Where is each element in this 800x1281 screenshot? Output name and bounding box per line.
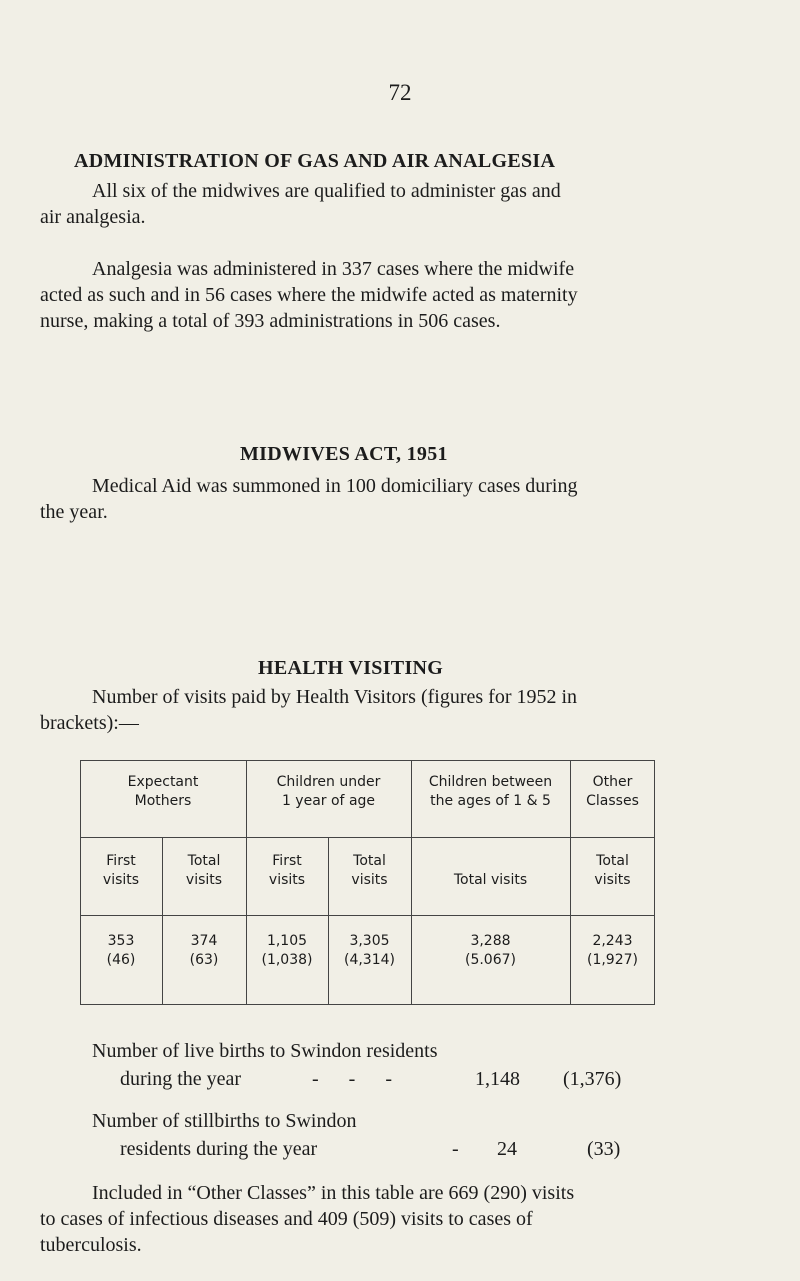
subheader-line: Total visits [453,872,528,888]
subheader-total-visits [570,852,655,890]
subheader-line: visits [102,872,140,888]
text-line: the year. [40,501,108,523]
header-line: 1 year of age [281,793,376,809]
header-line: Children between [428,774,553,790]
value-current: 1,105 [266,933,308,949]
table-bottom-rule [80,1004,655,1005]
subheader-total-visits [162,852,246,890]
text-line: to cases of infectious diseases and 409 (509) visits to cases of [40,1208,533,1230]
visits-table [80,760,655,1005]
value-current: 2,243 [592,933,633,949]
value-previous: (4,314) [343,952,395,968]
subheader-total-visits [328,852,411,890]
gas-and-air-paragraph-2 [40,256,730,334]
value-current: 3,288 [470,933,511,949]
value-current: 353 [107,933,135,949]
subheader-first-visits [246,852,328,890]
table-value-cell [162,932,246,970]
table-value-cell [80,932,162,970]
text-line: All six of the midwives are qualified to administer gas and [92,180,561,202]
text-line: Number of visits paid by Health Visitors (figures for 1952 in [92,686,578,708]
subheader-line: First [272,853,302,869]
value-previous: (63) [189,952,219,968]
header-line: Children under [276,774,381,790]
subheader-line: Total [596,853,629,869]
gas-and-air-paragraph-1 [40,178,730,230]
subheader-line: First [106,853,136,869]
stillbirths-value: 24 [497,1138,517,1160]
value-previous: (46) [106,952,136,968]
subheader-line: visits [351,872,388,888]
subheader-first-visits [80,852,162,890]
subheader-line [411,852,570,871]
table-value-cell [246,932,328,970]
subheader-total-visits [411,852,570,890]
text-line: nurse, making a total of 393 administrations in 506 cases. [40,310,501,332]
text-line: tuberculosis. [40,1234,142,1256]
value-current: 374 [190,933,218,949]
gas-and-air-heading: ADMINISTRATION OF GAS AND AIR ANALGESIA [74,150,556,172]
group-header-children-under-1 [246,773,411,811]
group-header-children-1-to-5 [411,773,570,811]
text-line: Analgesia was administered in 337 cases where the midwife [92,258,575,280]
closing-paragraph [40,1180,750,1258]
subheader-line: visits [185,872,223,888]
value-previous: (1,927) [586,952,638,968]
live-births-leader: - - - [312,1068,392,1090]
midwives-act-heading: MIDWIVES ACT, 1951 [240,443,448,465]
live-births-label-cont: during the year [120,1068,242,1090]
stillbirths-label-cont: residents during the year [120,1138,318,1160]
midwives-act-paragraph [40,473,730,525]
stillbirths-leader: - [452,1138,459,1160]
header-line: the ages of 1 & 5 [430,793,551,809]
stillbirths-previous: (33) [587,1138,621,1160]
group-header-expectant-mothers [80,773,246,811]
text-line: Medical Aid was summoned in 100 domiciliary cases during [92,475,578,497]
health-visiting-heading: HEALTH VISITING [258,657,444,679]
table-top-rule [80,760,655,761]
live-births-value: 1,148 [475,1068,520,1090]
header-rule [80,837,655,838]
value-previous: (5.067) [464,952,516,968]
value-current: 3,305 [349,933,390,949]
live-births-previous: (1,376) [563,1068,622,1090]
health-visiting-paragraph [40,684,740,736]
subheader-line: Total [187,853,221,869]
text-line: air analgesia. [40,206,146,228]
table-value-cell [411,932,570,970]
subheader-line: visits [268,872,306,888]
header-line: Other [592,774,633,790]
text-line: acted as such and in 56 cases where the midwife acted as maternity [40,284,578,306]
live-births-label: Number of live births to Swindon residents [92,1040,438,1062]
header-line: Expectant [127,774,199,790]
table-value-cell [328,932,411,970]
table-value-cell [570,932,655,970]
header-line: Mothers [134,793,192,809]
subheader-line: Total [353,853,386,869]
text-line: brackets):— [40,712,139,734]
subheader-line: visits [594,872,631,888]
value-previous: (1,038) [261,952,313,968]
text-line: Included in “Other Classes” in this table are 669 (290) visits [92,1182,575,1204]
stillbirths-label: Number of stillbirths to Swindon [92,1110,357,1132]
subheader-rule [80,915,655,916]
header-line: Classes [586,793,639,809]
page-number: 72 [388,80,412,105]
group-header-other-classes [570,773,655,811]
